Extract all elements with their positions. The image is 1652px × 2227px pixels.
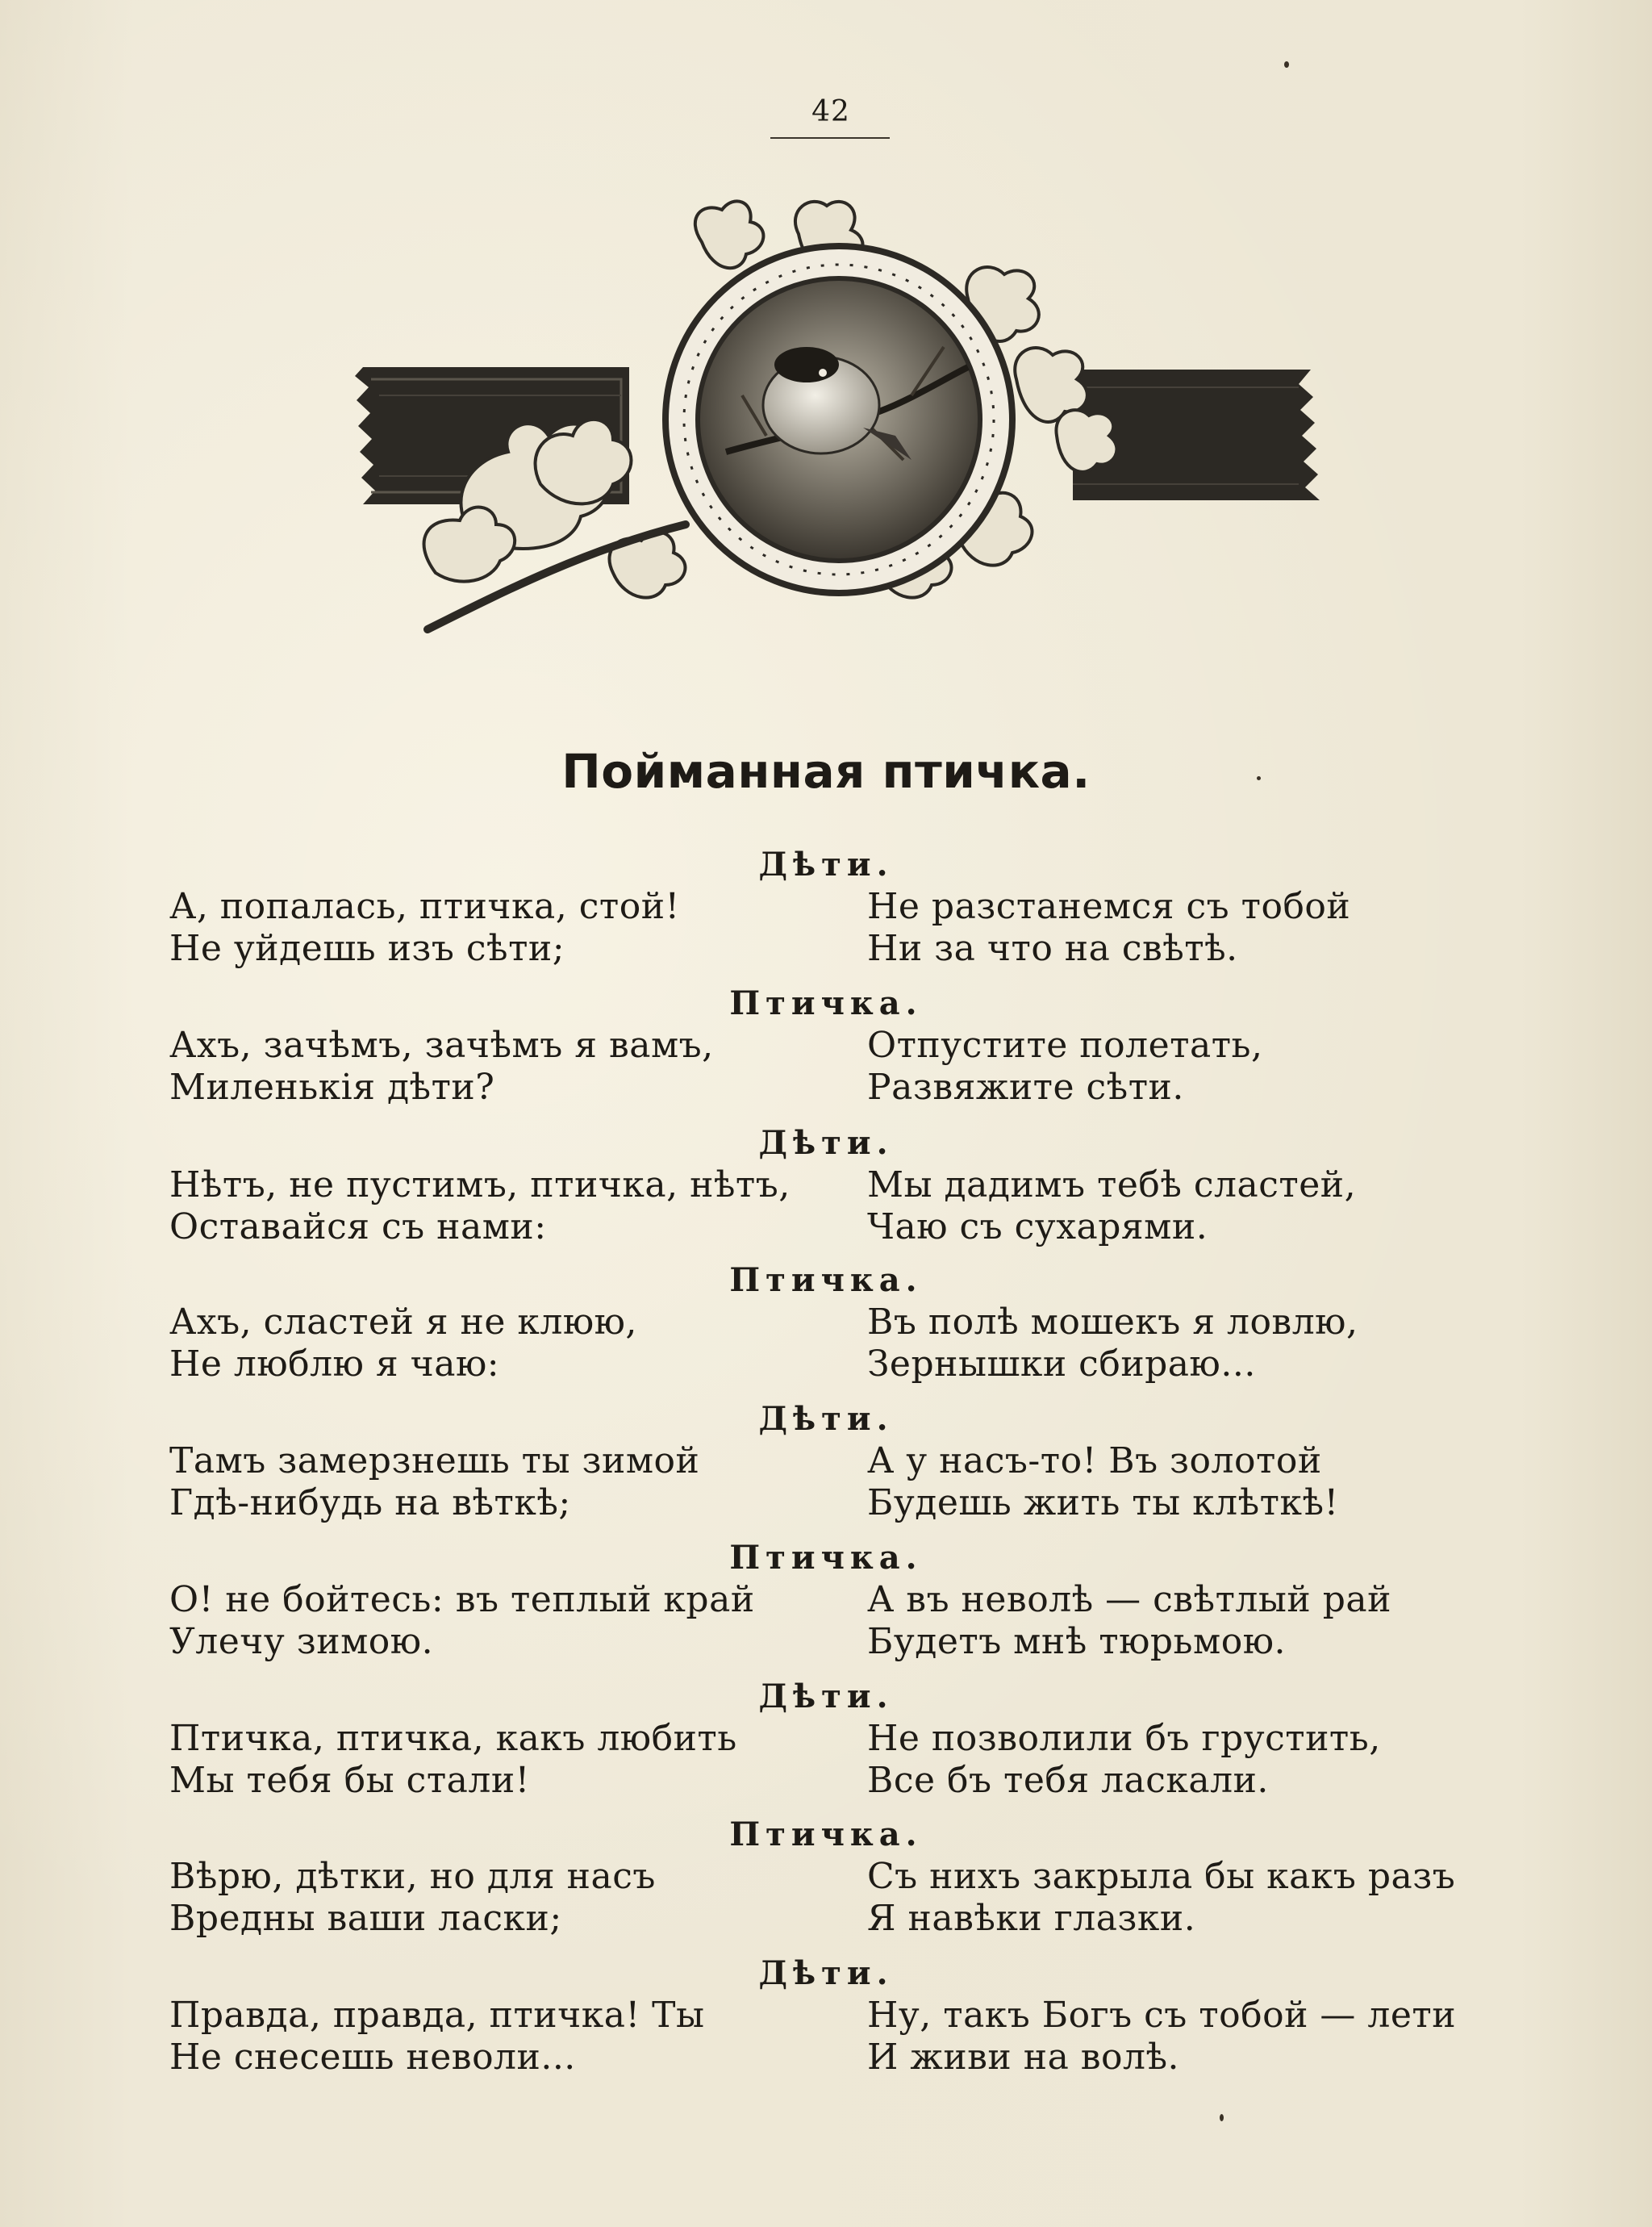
verse-line-left: Нѣтъ, не пустимъ, птичка, нѣтъ,: [169, 1164, 791, 1205]
speaker-heading: Птичка.: [729, 1261, 923, 1299]
paper-speck: [1284, 61, 1289, 68]
speaker-heading: Птичка.: [729, 1539, 923, 1577]
verse-line-left: Оставайся съ нами:: [169, 1206, 547, 1247]
verse-line-left: Гдѣ-нибудь на вѣткѣ;: [169, 1482, 571, 1523]
verse-line-right: Я навѣки глазки.: [867, 1898, 1196, 1939]
verse-line-right: Съ нихъ закрыла бы какъ разъ: [867, 1856, 1456, 1897]
poem-title: Пойманная птичка.: [561, 744, 1091, 799]
verse-line-left: Вѣрю, дѣтки, но для насъ: [169, 1856, 656, 1897]
verse-line-left: Ахъ, сластей я не клюю,: [169, 1302, 637, 1343]
page-number: 42: [811, 95, 850, 128]
verse-line-right: Зернышки сбираю...: [867, 1343, 1256, 1385]
verse-line-left: Правда, правда, птичка! Ты: [169, 1995, 705, 2036]
verse-line-left: Вредны ваши ласки;: [169, 1898, 562, 1939]
paper-speck: [1257, 776, 1261, 780]
speaker-heading: Дѣти.: [758, 1124, 894, 1162]
verse-line-right: И живи на волѣ.: [867, 2037, 1180, 2078]
verse-line-right: Отпустите полетать,: [867, 1025, 1263, 1066]
verse-line-right: А у насъ-то! Въ золотой: [867, 1440, 1322, 1481]
speaker-heading: Птичка.: [729, 984, 923, 1022]
verse-line-right: Развяжите сѣти.: [867, 1067, 1184, 1108]
verse-line-right: Все бъ тебя ласкали.: [867, 1760, 1269, 1801]
verse-line-left: Миленькія дѣти?: [169, 1067, 495, 1108]
bird-on-branch-vignette-icon: [347, 194, 1331, 662]
paper-speck: [1220, 2114, 1224, 2121]
verse-line-right: Будешь жить ты клѣткѣ!: [867, 1482, 1339, 1523]
verse-line-right: Ну, такъ Богъ съ тобой — лети: [867, 1995, 1457, 2036]
verse-line-left: О! не бойтесь: въ теплый край: [169, 1579, 755, 1620]
verse-line-left: Мы тебя бы стали!: [169, 1760, 530, 1801]
verse-line-left: Не снесешь неволи...: [169, 2037, 576, 2078]
verse-line-left: Ахъ, зачѣмъ, зачѣмъ я вамъ,: [169, 1025, 714, 1066]
verse-line-right: Въ полѣ мошекъ я ловлю,: [867, 1302, 1358, 1343]
verse-line-right: Не позволили бъ грустить,: [867, 1718, 1381, 1759]
verse-line-left: Не люблю я чаю:: [169, 1343, 500, 1385]
speaker-heading: Дѣти.: [758, 1678, 894, 1715]
speaker-heading: Птичка.: [729, 1815, 923, 1853]
verse-line-right: Не разстанемся съ тобой: [867, 886, 1351, 927]
verse-line-left: Не уйдешь изъ сѣти;: [169, 928, 565, 969]
speaker-heading: Дѣти.: [758, 846, 894, 884]
verse-line-left: Улечу зимою.: [169, 1621, 434, 1662]
verse-line-right: Чаю съ сухарями.: [867, 1206, 1208, 1247]
verse-line-right: Ни за что на свѣтѣ.: [867, 928, 1238, 969]
bird-medallion: [665, 246, 1012, 593]
page-number-rule: [770, 137, 890, 139]
verse-line-right: Будетъ мнѣ тюрьмою.: [867, 1621, 1287, 1662]
verse-line-right: А въ неволѣ — свѣтлый рай: [867, 1579, 1391, 1620]
verse-line-right: Мы дадимъ тебѣ сластей,: [867, 1164, 1357, 1205]
verse-line-left: Птичка, птичка, какъ любить: [169, 1718, 737, 1759]
verse-line-left: А, попалась, птичка, стой!: [169, 886, 680, 927]
speaker-heading: Дѣти.: [758, 1400, 894, 1438]
verse-line-left: Тамъ замерзнешь ты зимой: [169, 1440, 700, 1481]
speaker-heading: Дѣти.: [758, 1954, 894, 1992]
